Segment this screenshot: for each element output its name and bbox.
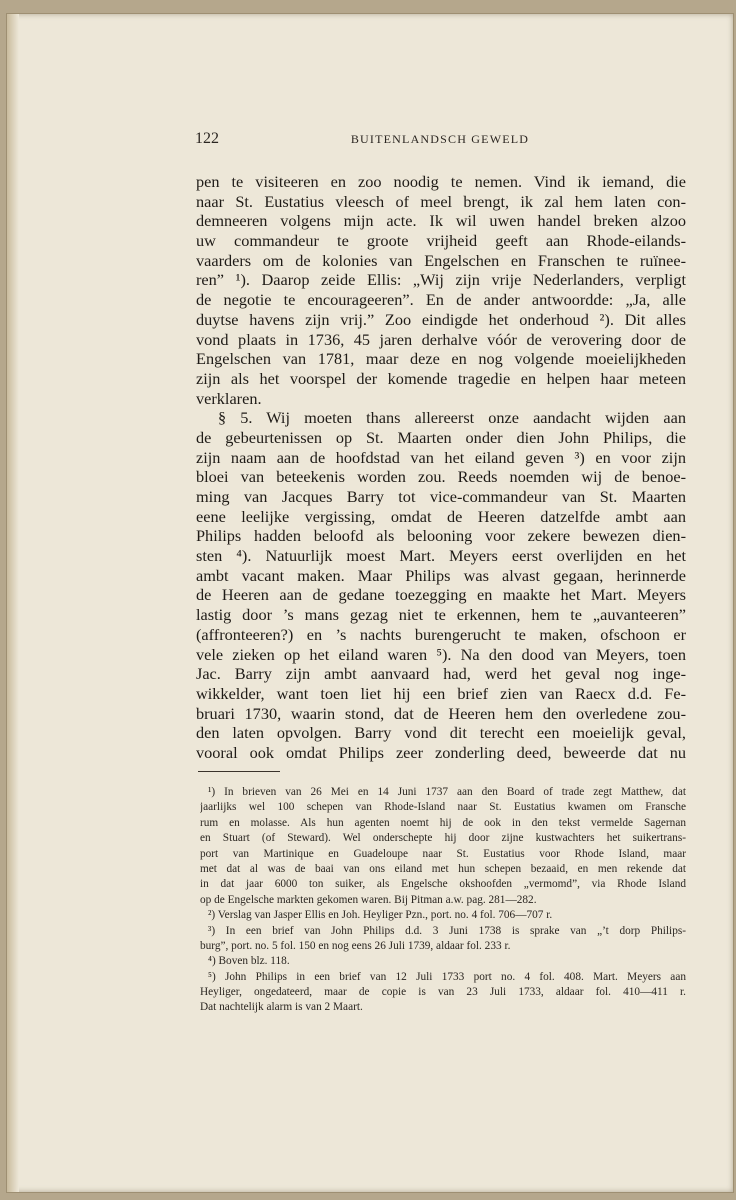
body-line: lastig door ’s mans gezag niet te erkennen, hem te „auvanteeren” <box>196 605 686 625</box>
body-line: verklaren. <box>196 388 262 408</box>
body-line: zijn als het voorspel der komende tragedie en helpen haar meteen <box>196 368 686 388</box>
footnote-line: rum en molasse. Als hun agenten noemt hij de ook in den tekst vermelde Sagernan <box>200 816 686 829</box>
footnote-line: en Stuart (of Steward). Wel onderschepte hij door zijne kustwachters het suikertrans- <box>200 832 686 845</box>
footnotes <box>200 785 686 1016</box>
body-line: duytse havens zijn vrij.” Zoo eindigde het onderhoud ²). Dit alles <box>196 309 686 329</box>
body-line: de Heeren aan de gedane toezegging en maakte het Mart. Meyers <box>196 585 686 605</box>
footnote-rule <box>198 771 280 772</box>
paragraph-start-line: § 5. Wij moeten thans allereerst onze aandacht wijden aan <box>218 408 686 428</box>
body-line: vooral ook omdat Philips zeer zonderling deed, beweerde dat nu <box>196 742 686 762</box>
running-head <box>195 130 685 150</box>
body-line: bruari 1730, waarin stond, dat de Heeren hem den overledene zou- <box>196 703 686 723</box>
body-line: naar St. Eustatius vleesch of meel brengt, ik zal hem laten con- <box>196 191 686 211</box>
footnote-line: Heyliger, ongedateerd, maar de copie is van 23 Juli 1733, aldaar fol. 410—411 r. <box>200 986 686 999</box>
body-line: den laten opvolgen. Barry vond dit terecht een moeielijk geval, <box>196 723 686 743</box>
footnote-line: ²) Verslag van Jasper Ellis en Joh. Heyliger Pzn., port. no. 4 fol. 706—707 r. <box>208 909 553 922</box>
footnote-line: jaarlijks wel 100 schepen van Rhode-Island naar St. Eustatius kwamen om Fransche <box>200 801 686 814</box>
body-line: de gebeurtenissen op St. Maarten onder dien John Philips, die <box>196 427 686 447</box>
footnote-line: op de Engelsche markten gekomen waren. Bij Pitman a.w. pag. 281—282. <box>200 893 537 906</box>
footnote-line: ³) In een brief van John Philips d.d. 3 Juni 1738 is sprake van „’t dorp Philips- <box>208 924 686 937</box>
body-line: ambt vacant maken. Maar Philips was alvast gegaan, herinnerde <box>196 565 686 585</box>
body-line: zijn naam aan de hoofdstad van het eiland geven ³) en voor zijn <box>196 447 686 467</box>
running-title: BUITENLANDSCH GEWELD <box>350 132 530 146</box>
body-line: vond plaats in 1736, 45 jaren derhalve vóór de verovering door de <box>196 329 686 349</box>
footnote-line: in dat jaar 6000 ton suiker, als Engelsche okshoofden „vermomd”, via Rhode Island <box>200 878 686 891</box>
body-line: bloei van beteekenis worden zou. Reeds noemden wij de benoe- <box>196 467 686 487</box>
footnote-line: Dat nachtelijk alarm is van 2 Maart. <box>200 1001 363 1014</box>
footnote-line: met dat al was de baai van ons eiland met hun schepen bezaaid, en men rekende dat <box>200 862 686 875</box>
footnote-line: ⁴) Boven blz. 118. <box>208 955 290 968</box>
body-line: Engelschen van 1781, maar deze en nog volgende moeielijkheden <box>196 349 686 369</box>
body-line: pen te visiteeren en zoo noodig te nemen. Vind ik iemand, die <box>196 172 686 191</box>
body-line: ren” ¹). Daarop zeide Ellis: „Wij zijn vrije Nederlanders, verpligt <box>196 270 686 290</box>
footnote-line: burg”, port. no. 5 fol. 150 en nog eens 26 Juli 1739, aldaar fol. 233 r. <box>200 939 511 952</box>
body-line: ming van Jacques Barry tot vice-commandeur van St. Maarten <box>196 487 686 506</box>
page-number: 122 <box>195 130 219 147</box>
footnote-line: port van Martinique en Guadeloupe naar St. Eustatius voor Rhode Island, maar <box>200 847 686 860</box>
footnote-line: ⁵) John Philips in een brief van 12 Juli 1733 port no. 4 fol. 408. Mart. Meyers aan <box>208 970 686 983</box>
body-line: eene leelijke vergissing, omdat de Heeren datzelfde ambt aan <box>196 506 686 526</box>
body-text <box>196 172 686 763</box>
body-line: de negotie te encourageeren”. En de ander antwoordde: „Ja, alle <box>196 290 686 310</box>
body-line: vaarders om de kolonies van Engelschen en Franschen te ruïnee- <box>196 250 686 270</box>
body-line: demneeren volgens mijn acte. Ik wil uwen handel breken alzoo <box>196 211 686 231</box>
body-line: sten ⁴). Natuurlijk moest Mart. Meyers eerst overlijden en het <box>196 546 686 566</box>
body-line: Jac. Barry zijn ambt aanvaard had, werd het geval nog inge- <box>196 664 686 684</box>
body-line: wikkelder, want toen liet hij een brief zien van Raecx d.d. Fe- <box>196 683 686 703</box>
footnote-line: ¹) In brieven van 26 Mei en 14 Juni 1737 aan den Board of trade zegt Matthew, dat <box>208 786 686 798</box>
body-line: (affronteeren?) en ’s nachts burengerucht te maken, ofschoon er <box>196 624 686 644</box>
page-gutter-shadow <box>7 14 19 1192</box>
body-line: uw commandeur te groote vrijheid geeft aan Rhode-eilands- <box>196 231 686 251</box>
body-line: Philips hadden beloofd als belooning voor zekere bewezen dien- <box>196 526 686 546</box>
body-line: vele zieken op het eiland waren ⁵). Na den dood van Meyers, toen <box>196 644 686 664</box>
